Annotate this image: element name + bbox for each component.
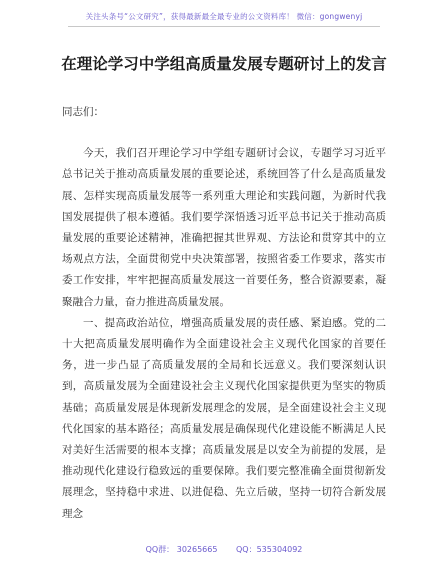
salutation: 同志们：	[62, 106, 104, 118]
body-paragraph-2: 一、提高政治站位，增强高质量发展的责任感、紧迫感。党的二十大把高质量发展明确作为全面建设社会主义现代化国家的首要任务，进一步凸显了高质量发展的全局和长远意义。我们要深刻认识到，高质量发展为全面建设社会主义现代化国家提供更为坚实的物质基础；高质量发展是体现新发展理念的发展，是全面建设社会主义现代化国家的基本路径；高质量发展是确保现代化建设能不断满足人民对美好生活需要的根本支撑；高质量发展是以安全为前提的发展，是推动现代化建设行稳致远的重要保障。我们要完整准确全面贯彻新发展理念，坚持稳中求进、以进促稳、先立后破，坚持一切符合新发展理念	[62, 316, 386, 520]
footer-qq: QQ：535304092	[236, 545, 303, 554]
footer-qq-group: QQ群： 30265665	[145, 545, 218, 554]
footer-contact	[0, 544, 448, 555]
header-promo-note: 关注头条号“公文研究”，获得最新最全最专业的公文资料库！ 微信：gongwenyj	[85, 12, 363, 21]
body-paragraph-1: 今天，我们召开理论学习中学组专题研讨会议，专题学习习近平总书记关于推动高质量发展的重要论述，系统回答了什么是高质量发展、怎样实现高质量发展等一系列重大理论和实践问题，为新时代我国发展提供了根本遵循。我们要学深悟透习近平总书记关于推动高质量发展的重要论述精神，准确把握其世界观、方法论和贯穿其中的立场观点方法，全面贯彻党中央决策部署，按照省委工作要求，落实市委工作安排，牢牢把握高质量发展这一首要任务，整合资源要素，凝聚融合力量，奋力推进高质量发展。	[62, 147, 386, 308]
header-divider	[68, 26, 380, 27]
document-body	[62, 102, 386, 525]
document-title: 在理论学习中学组高质量发展专题研讨上的发言	[61, 54, 387, 73]
